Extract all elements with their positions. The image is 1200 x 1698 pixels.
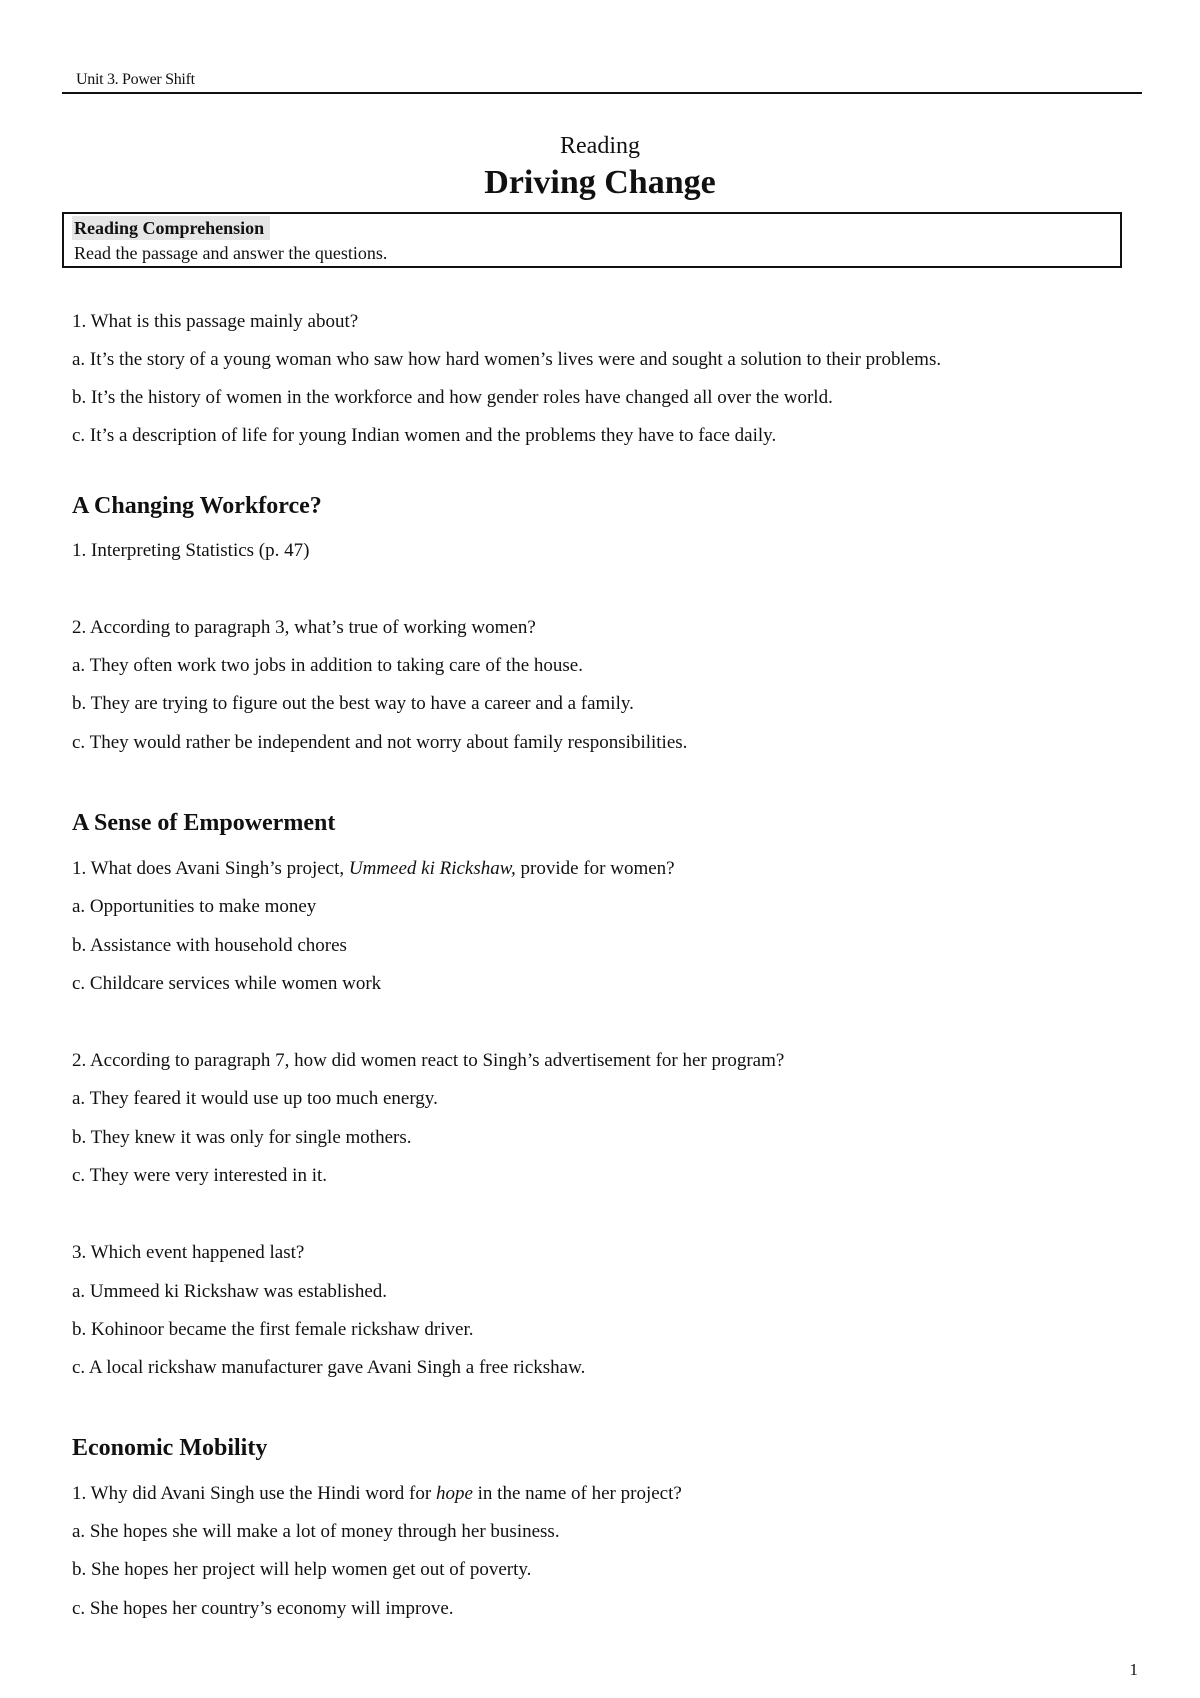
section-kicker: Reading bbox=[560, 133, 640, 159]
question-text-part: in the name of her project? bbox=[472, 1483, 682, 1504]
section-heading: A Sense of Empowerment bbox=[72, 810, 336, 836]
running-header bbox=[62, 70, 1142, 94]
hope-word-italic: hope bbox=[435, 1483, 473, 1504]
answer-option: a. It’s the story of a young woman who saw how hard women’s lives were and sought a solution to their problems. bbox=[72, 349, 942, 370]
answer-option: b. It’s the history of women in the workforce and how gender roles have changed all over the world. bbox=[72, 387, 833, 408]
answer-option: a. They feared it would use up too much energy. bbox=[72, 1088, 438, 1109]
answer-option: a. They often work two jobs in addition to taking care of the house. bbox=[72, 655, 583, 676]
question-text: 1. Interpreting Statistics (p. 47) bbox=[72, 540, 310, 561]
page-number: 1 bbox=[1129, 1660, 1138, 1679]
project-name-italic: Ummeed ki Rickshaw, bbox=[348, 858, 516, 879]
answer-option: b. Assistance with household chores bbox=[72, 935, 347, 956]
answer-option: c. They would rather be independent and not worry about family responsibilities. bbox=[72, 732, 688, 753]
question-text-part: provide for women? bbox=[515, 858, 675, 879]
question-text: 2. According to paragraph 3, what’s true of working women? bbox=[72, 617, 536, 638]
question-text: 3. Which event happened last? bbox=[72, 1242, 305, 1263]
question-text bbox=[72, 857, 675, 881]
instructions-heading: Reading Comprehension bbox=[72, 216, 270, 240]
question-text: 1. What is this passage mainly about? bbox=[72, 311, 359, 332]
answer-option: b. Kohinoor became the first female rickshaw driver. bbox=[72, 1319, 474, 1340]
answer-option: c. She hopes her country’s economy will improve. bbox=[72, 1598, 454, 1619]
question-text-part: 1. What does Avani Singh’s project, bbox=[72, 858, 349, 879]
answer-option: b. They knew it was only for single mothers. bbox=[72, 1127, 412, 1148]
answer-option: c. A local rickshaw manufacturer gave Avani Singh a free rickshaw. bbox=[72, 1357, 586, 1378]
answer-option: c. It’s a description of life for young Indian women and the problems they have to face daily. bbox=[72, 425, 777, 446]
question-text bbox=[72, 1482, 682, 1506]
page-title: Driving Change bbox=[484, 164, 716, 201]
answer-option: a. Ummeed ki Rickshaw was established. bbox=[72, 1281, 388, 1302]
answer-option: b. She hopes her project will help women get out of poverty. bbox=[72, 1559, 532, 1580]
question-text-part: 1. Why did Avani Singh use the Hindi word for bbox=[72, 1483, 436, 1504]
question-text: 2. According to paragraph 7, how did women react to Singh’s advertisement for her program? bbox=[72, 1050, 785, 1071]
instructions-box bbox=[62, 212, 1122, 268]
answer-option: c. Childcare services while women work bbox=[72, 973, 382, 994]
section-heading: A Changing Workforce? bbox=[72, 493, 322, 519]
answer-option: a. She hopes she will make a lot of money through her business. bbox=[72, 1521, 560, 1542]
answer-option: b. They are trying to figure out the best way to have a career and a family. bbox=[72, 693, 634, 714]
section-heading: Economic Mobility bbox=[72, 1435, 268, 1461]
instructions-text: Read the passage and answer the questions. bbox=[74, 243, 388, 263]
answer-option: a. Opportunities to make money bbox=[72, 896, 317, 917]
answer-option: c. They were very interested in it. bbox=[72, 1165, 327, 1186]
unit-label: Unit 3. Power Shift bbox=[76, 71, 195, 88]
